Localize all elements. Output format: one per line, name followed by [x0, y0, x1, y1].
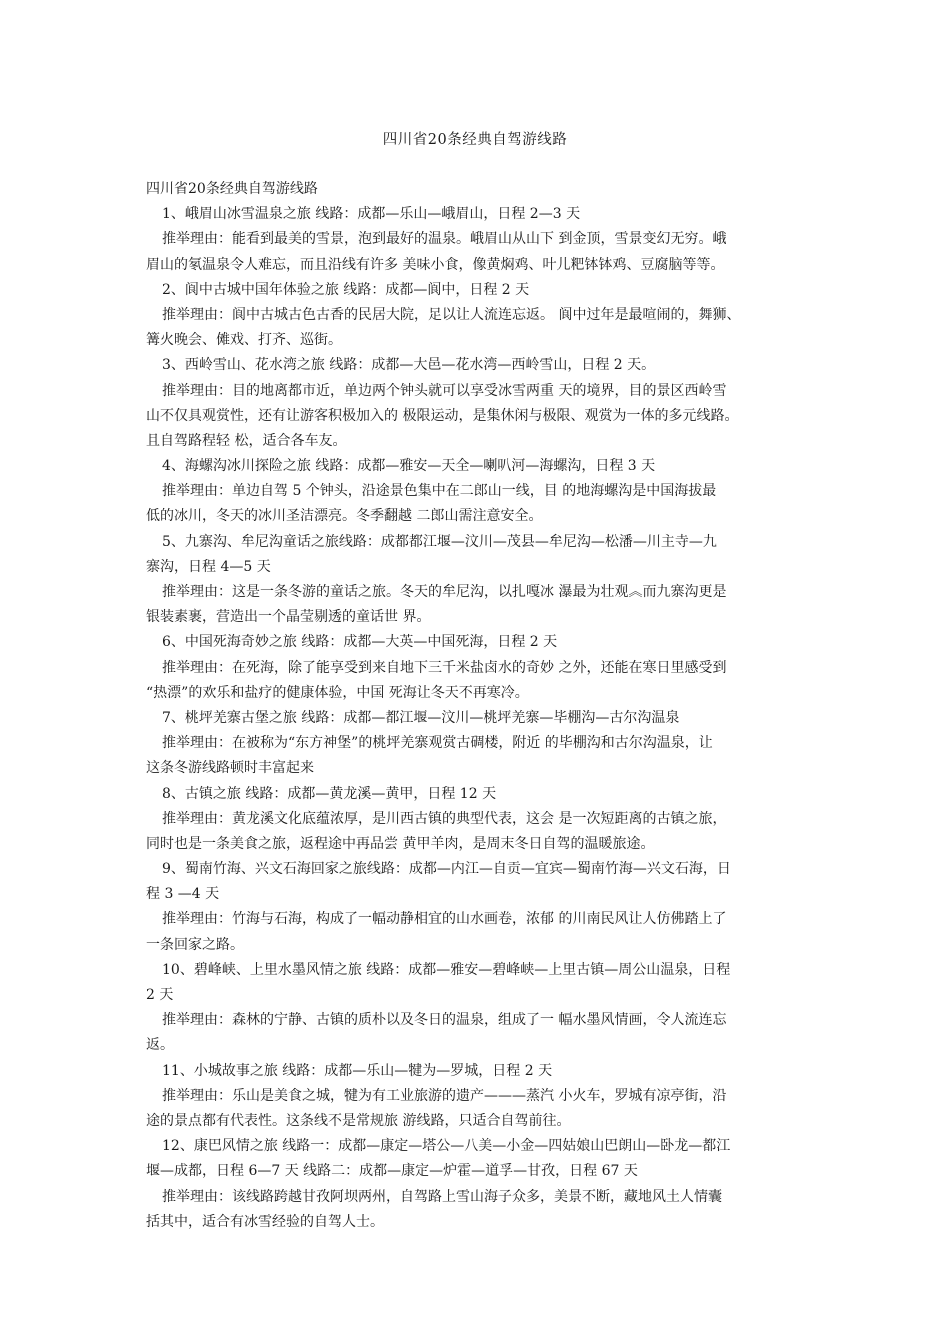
text-line: 返。: [146, 1037, 174, 1054]
text-line: 推举理由：在死海，除了能享受到来自地下三千米盐卤水的奇妙 之外，还能在寒日里感受到: [162, 659, 727, 676]
text-line: 四川省20条经典自驾游线路: [146, 181, 318, 197]
text-line: 一条回家之路。: [146, 936, 244, 953]
text-line: 9、蜀南竹海、兴文石海回家之旅线路：成都—内江—自贡—宜宾—蜀南竹海—兴文石海，日: [162, 861, 731, 878]
text-line: 推举理由：乐山是美食之城，犍为有工业旅游的遗产———蒸汽 小火车，罗城有凉亭街，沿: [162, 1087, 727, 1104]
text-line: 12、康巴风情之旅 线路一：成都—康定—塔公—八美—小金—四姑娘山巴朗山—卧龙—都江: [162, 1138, 731, 1155]
text-line: 推举理由：黄龙溪文化底蕴浓厚，是川西古镇的典型代表，这会 是一次短距离的古镇之旅，: [162, 810, 727, 827]
text-line: 眉山的氡温泉令人难忘，而且沿线有许多 美味小食，像黄焖鸡、叶儿粑钵钵鸡、豆腐脑等等。: [146, 256, 725, 273]
text-line: 推举理由：竹海与石海，构成了一幅动静相宜的山水画卷，浓郁 的川南民风让人仿佛踏上了: [162, 911, 727, 928]
text-line: 同时也是一条美食之旅，返程途中再品尝 黄甲羊肉，是周末冬日自驾的温暖旅途。: [146, 835, 655, 852]
text-line: 2、阆中古城中国年体验之旅 线路：成都—阆中，日程 2 天: [162, 281, 530, 298]
text-line: 银装素裹，营造出一个晶莹剔透的童话世 界。: [146, 609, 431, 626]
text-line: 5、九寨沟、牟尼沟童话之旅线路：成都都江堰—汶川—茂县—牟尼沟—松潘—川主寺—九: [162, 533, 717, 550]
text-line: 10、碧峰峡、上里水墨风情之旅 线路：成都—雅安—碧峰峡—上里古镇—周公山温泉，日程: [162, 961, 731, 978]
text-line: 山不仅具观赏性，还有让游客积极加入的 极限运动，是集休闲与极限、观赏为一体的多元线路。: [146, 407, 739, 424]
text-line: 堰—成都，日程 6—7 天 线路二：成都—康定—炉霍—道孚—甘孜，日程 67 天: [146, 1163, 638, 1180]
text-line: 程 3 —4 天: [146, 886, 220, 903]
text-line: 低的冰川，冬天的冰川圣洁漂亮。冬季翻越 二郎山需注意安全。: [146, 508, 543, 525]
text-line: 推举理由：目的地离都市近，单边两个钟头就可以享受冰雪两重 天的境界，目的景区西岭雪: [162, 382, 727, 399]
text-line: 括其中，适合有冰雪经验的自驾人士。: [146, 1213, 384, 1230]
text-line: 推举理由：单边自驾 5 个钟头，沿途景色集中在二郎山一线，目 的地海螺沟是中国海拔最: [162, 483, 717, 500]
text-line: 推举理由：该线路跨越甘孜阿坝两州，自驾路上雪山海子众多，美景不断，藏地风土人情囊: [162, 1188, 722, 1205]
text-line: 4、海螺沟冰川探险之旅 线路：成都—雅安—天全—喇叭河—海螺沟，日程 3 天: [162, 458, 656, 475]
text-line: 推举理由：能看到最美的雪景，泡到最好的温泉。峨眉山从山下 到金顶，雪景变幻无穷。峨: [162, 231, 727, 248]
text-line: 推举理由：这是一条冬游的童话之旅。冬天的牟尼沟，以扎嘎冰 瀑最为壮观︽而九寨沟更是: [162, 584, 727, 600]
text-line: 且自驾路程轻 松，适合各车友。: [146, 432, 347, 449]
text-line: 1、峨眉山冰雪温泉之旅 线路：成都—乐山—峨眉山，日程 2—3 天: [162, 206, 581, 223]
text-line: 3、西岭雪山、花水湾之旅 线路：成都—大邑—花水湾—西岭雪山，日程 2 天。: [162, 357, 656, 374]
text-line: 7、桃坪羌寨古堡之旅 线路：成都—都江堰—汶川—桃坪羌寨—毕棚沟—古尔沟温泉: [162, 709, 680, 726]
document-body: [146, 177, 814, 1235]
text-line: 8、古镇之旅 线路：成都—黄龙溪—黄甲，日程 12 天: [162, 785, 497, 802]
text-line: 途的景点都有代表性。这条线不是常规旅 游线路，只适合自驾前往。: [146, 1112, 571, 1129]
text-line: 11、小城故事之旅 线路：成都—乐山—犍为—罗城，日程 2 天: [162, 1062, 553, 1079]
text-line: 寨沟，日程 4—5 天: [146, 558, 271, 575]
text-line: 推举理由：森林的宁静、古镇的质朴以及冬日的温泉，组成了一 幅水墨风情画，令人流连忘: [162, 1012, 727, 1029]
text-line: 6、中国死海奇妙之旅 线路：成都—大英—中国死海，日程 2 天: [162, 634, 558, 651]
text-line: 篝火晚会、傩戏、打齐、巡街。: [146, 332, 342, 349]
text-line: 2 天: [146, 987, 174, 1003]
text-line: 推举理由：阆中古城古色古香的民居大院，足以让人流连忘返。 阆中过年是最喧闹的，舞狮、: [162, 306, 741, 323]
text-line: 这条冬游线路顿时丰富起来: [146, 760, 314, 777]
text-line: 推举理由：在被称为“东方神堡”的桃坪羌寨观赏古碉楼，附近 的毕棚沟和古尔沟温泉，让: [162, 735, 713, 752]
document-title: 四川省20条经典自驾游线路: [382, 132, 568, 148]
text-line: “热漂”的欢乐和盐疗的健康体验，中国 死海让冬天不再寒冷。: [146, 684, 529, 701]
